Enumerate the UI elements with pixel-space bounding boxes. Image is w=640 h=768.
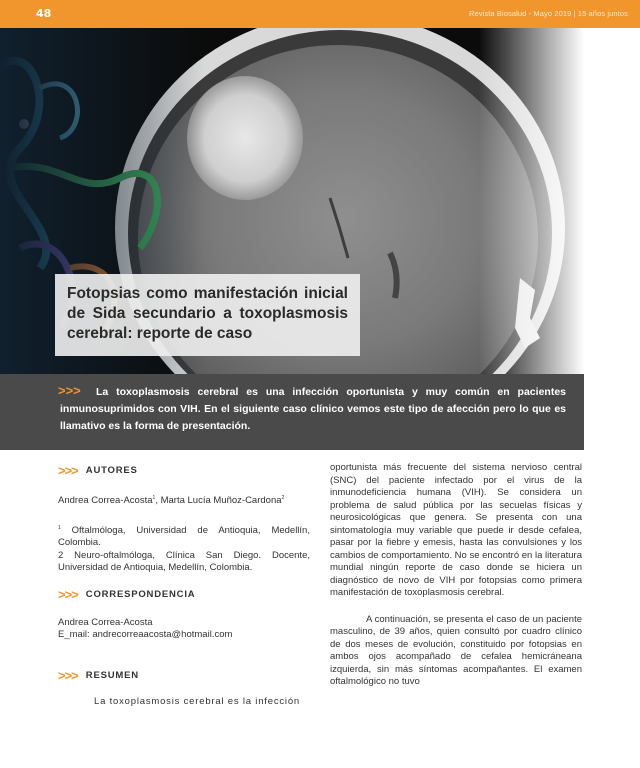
affiliation-1-sup: 1 xyxy=(58,524,61,531)
author-b: , Marta Lucía Muñoz-Cardona xyxy=(155,495,282,507)
lead-band xyxy=(0,374,584,450)
correspondence-label: CORRESPONDENCIA xyxy=(85,589,196,601)
page-number: 48 xyxy=(36,7,52,20)
summary-text: La toxoplasmosis cerebral es la infección xyxy=(94,695,300,707)
header-bar xyxy=(0,0,640,28)
chevron-marker-icon: >>> xyxy=(58,462,78,478)
authors-names xyxy=(58,492,310,508)
body-paragraph-2: A continuación, se presenta el caso de un paciente masculino, de 39 años, quien consultó por cuadro clínico de dos meses de evolución, constituido por fotopsias en ambos ojos acompañado de cefalea hemicráneana izquierda, sin más síntomas acompañantes. El examen oftalmológico no tuvo xyxy=(330,613,582,687)
article-title-box xyxy=(55,274,360,356)
affiliation-2: 2 Neuro-oftalmóloga, Clínica San Diego. Docente, Universidad de Antioquia, Medellín, Colombia. xyxy=(58,549,310,574)
correspondence-heading xyxy=(58,587,310,603)
lead-text: La toxoplasmosis cerebral es una infección oportunista y muy común en pacientes inmunosuprimidos con VIH. En el siguiente caso clínico vemos este tipo de afección pero lo que es llamativo es la forma de presentación. xyxy=(60,386,566,432)
authors-heading xyxy=(58,462,310,478)
running-head: Revista Biosalud - Mayo 2019 | 15 años juntos xyxy=(468,9,628,18)
summary-label: RESUMEN xyxy=(85,670,139,682)
author-a: Andrea Correa-Acosta xyxy=(58,495,153,507)
left-column xyxy=(58,462,310,708)
chevron-marker-icon: >>> xyxy=(58,587,78,603)
chevron-marker-icon: >>> xyxy=(58,668,78,684)
author-a-sup: 1 xyxy=(152,495,156,501)
correspondence-email: E_mail: andrecorreaacosta@hotmail.com xyxy=(58,629,233,641)
summary-heading xyxy=(58,668,310,684)
body-paragraph-1: oportunista más frecuente del sistema nervioso central (SNC) del paciente infectado por el virus de la inmunodeficiencia humana (VIH). Se considera un problema de salud pública por las secuelas físicas y neurosicológicas que genera. Se presenta con una sintomatología muy variable que puede ir desde cefalea, pasar por la fiebre y emesis, hasta las convulsiones y los cambios de comportamiento. No se encontró en la literatura mundial ningún reporte de caso donde se hiciera un diagnóstico de novo de VIH por fotopsias como primera manifestación de toxoplasmosis cerebral. xyxy=(330,462,582,598)
chevron-marker-icon: >>> xyxy=(58,383,81,398)
affiliation-1-text: Oftalmóloga, Universidad de Antioquia, Medellín, Colombia. xyxy=(58,524,310,549)
article-title: Fotopsias como manifestación inicial de Sida secundario a toxoplasmosis cerebral: reporte de caso xyxy=(67,285,348,342)
affiliation-1 xyxy=(58,522,310,550)
author-b-sup: 2 xyxy=(281,495,285,501)
correspondence-name: Andrea Correa-Acosta xyxy=(58,616,153,628)
authors-label: AUTORES xyxy=(85,464,138,476)
right-column xyxy=(330,462,582,689)
